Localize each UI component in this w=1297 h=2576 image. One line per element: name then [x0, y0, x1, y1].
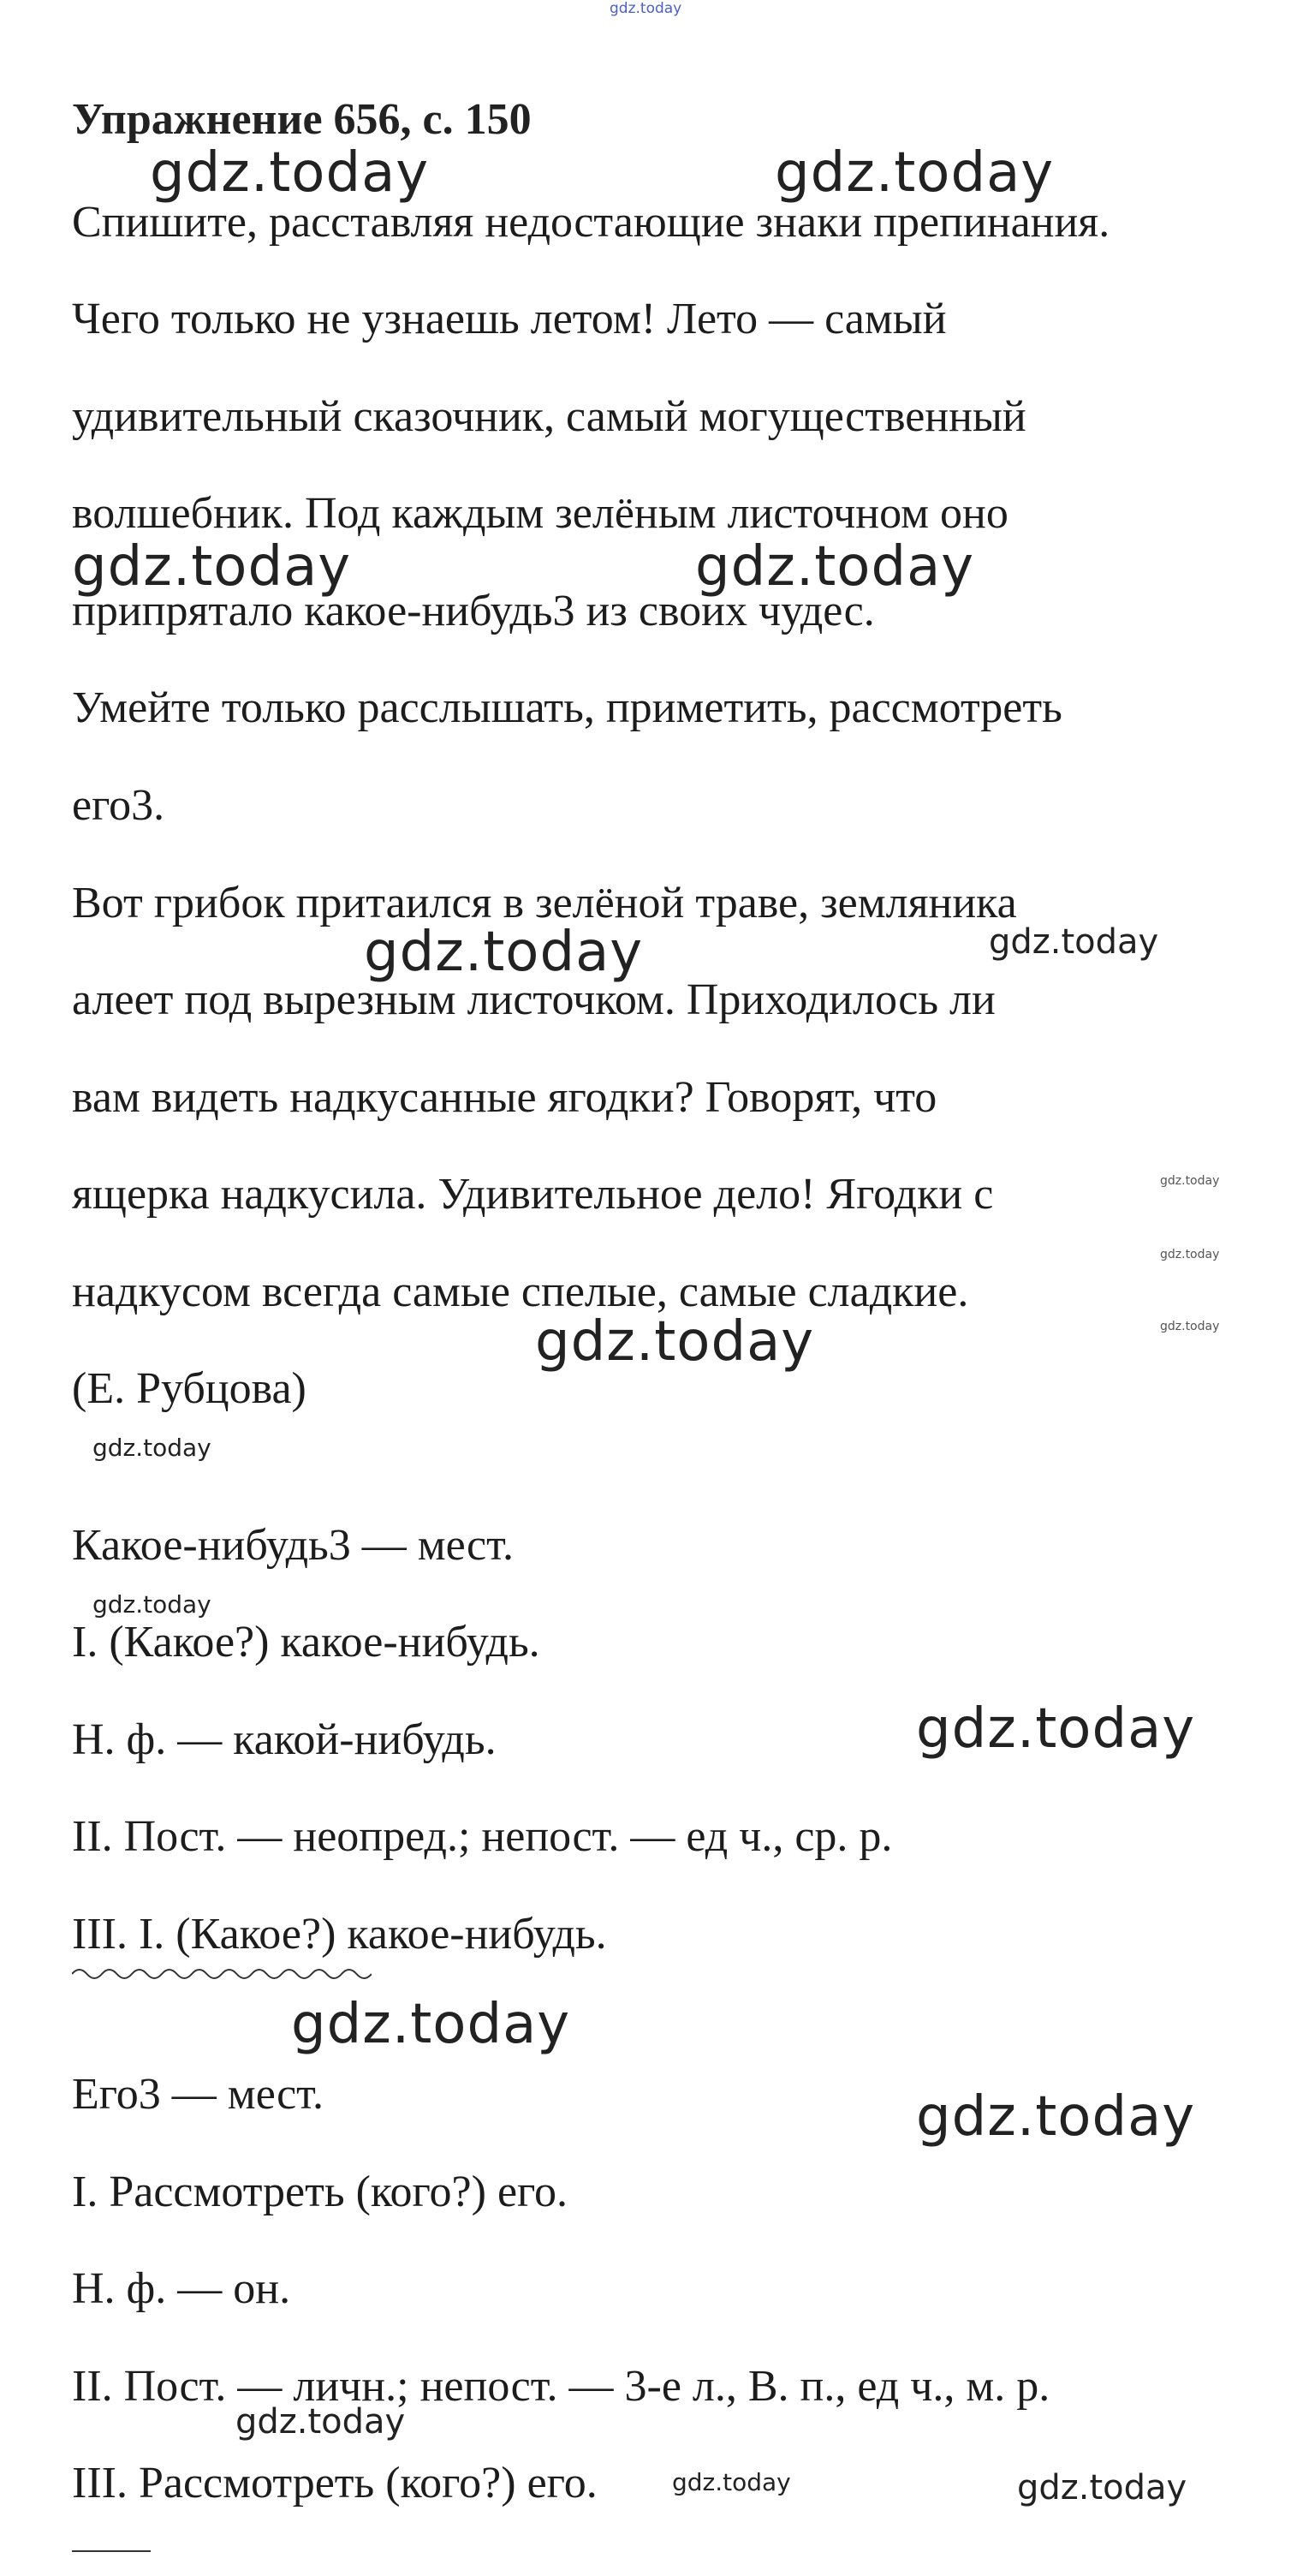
analysis-line: Н. ф. — какой-нибудь.	[72, 1715, 497, 1764]
watermark: gdz.today	[92, 1590, 211, 1619]
analysis-line: Какое-нибудь3 — мест.	[72, 1521, 514, 1570]
author-line: (Е. Рубцова)	[72, 1364, 306, 1413]
watermark: gdz.today	[535, 1310, 815, 1374]
text-line: ящерка надкусила. Удивительное дело! Ягодки с	[72, 1170, 994, 1219]
watermark: gdz.today	[989, 922, 1159, 962]
watermark: gdz.today	[916, 1697, 1196, 1761]
analysis-line: Н. ф. — он.	[72, 2264, 291, 2313]
text-line: надкусом всегда самые спелые, самые сладкие.	[72, 1267, 969, 1316]
text-line: волшебник. Под каждым зелёным листочном оно	[72, 489, 1008, 538]
watermark: gdz.today	[235, 2402, 406, 2442]
analysis-line: I. Рассмотреть (кого?) его.	[72, 2168, 568, 2216]
text-line: Вот грибок притаился в зелёной траве, земляника	[72, 879, 1017, 927]
text-line: алеет под вырезным листочком. Приходилось ли	[72, 975, 996, 1024]
text-line: его3.	[72, 781, 165, 830]
analysis-line: I. (Какое?) какое-нибудь.	[72, 1618, 540, 1667]
watermark: gdz.today	[1160, 1320, 1220, 1333]
watermark: gdz.today	[1017, 2468, 1187, 2507]
analysis-line: III. I. (Какое?) какое-нибудь.	[72, 1910, 607, 1959]
text-line: Чего только не узнаешь летом! Лето — самый	[72, 295, 947, 343]
analysis-line: Его3 — мест.	[72, 2070, 324, 2119]
text-line: вам видеть надкусанные ягодки? Говорят, что	[72, 1073, 937, 1122]
analysis-line: III. Рассмотреть (кого?) его.	[72, 2459, 598, 2507]
watermark: gdz.today	[291, 1993, 571, 2056]
watermark: gdz.today	[150, 141, 430, 205]
page-title: Упражнение 656, с. 150	[72, 95, 532, 144]
wavy-underline	[72, 1961, 372, 1987]
analysis-line: II. Пост. — неопред.; непост. — ед ч., ср. р.	[72, 1812, 893, 1861]
watermark: gdz.today	[92, 1434, 211, 1462]
watermark: gdz.today	[672, 2468, 791, 2496]
underline-dash	[72, 2550, 151, 2552]
watermark: gdz.today	[916, 2085, 1196, 2149]
watermark: gdz.today	[1160, 1248, 1220, 1261]
watermark: gdz.today	[72, 535, 352, 599]
text-line: припрятало какое-нибудь3 из своих чудес.	[72, 587, 875, 635]
site-mark-top: gdz.today	[610, 0, 682, 17]
watermark: gdz.today	[1160, 1174, 1220, 1188]
text-line: удивительный сказочник, самый могущественный	[72, 392, 1026, 441]
analysis-line: II. Пост. — личн.; непост. — 3-е л., В. п., ед ч., м. р.	[72, 2362, 1050, 2411]
text-line: Умейте только расслышать, приметить, рассмотреть	[72, 683, 1062, 732]
watermark: gdz.today	[364, 921, 644, 984]
watermark: gdz.today	[695, 535, 975, 599]
task-instruction: Спишите, расставляя недостающие знаки препинания.	[72, 198, 1110, 247]
watermark: gdz.today	[775, 141, 1055, 205]
